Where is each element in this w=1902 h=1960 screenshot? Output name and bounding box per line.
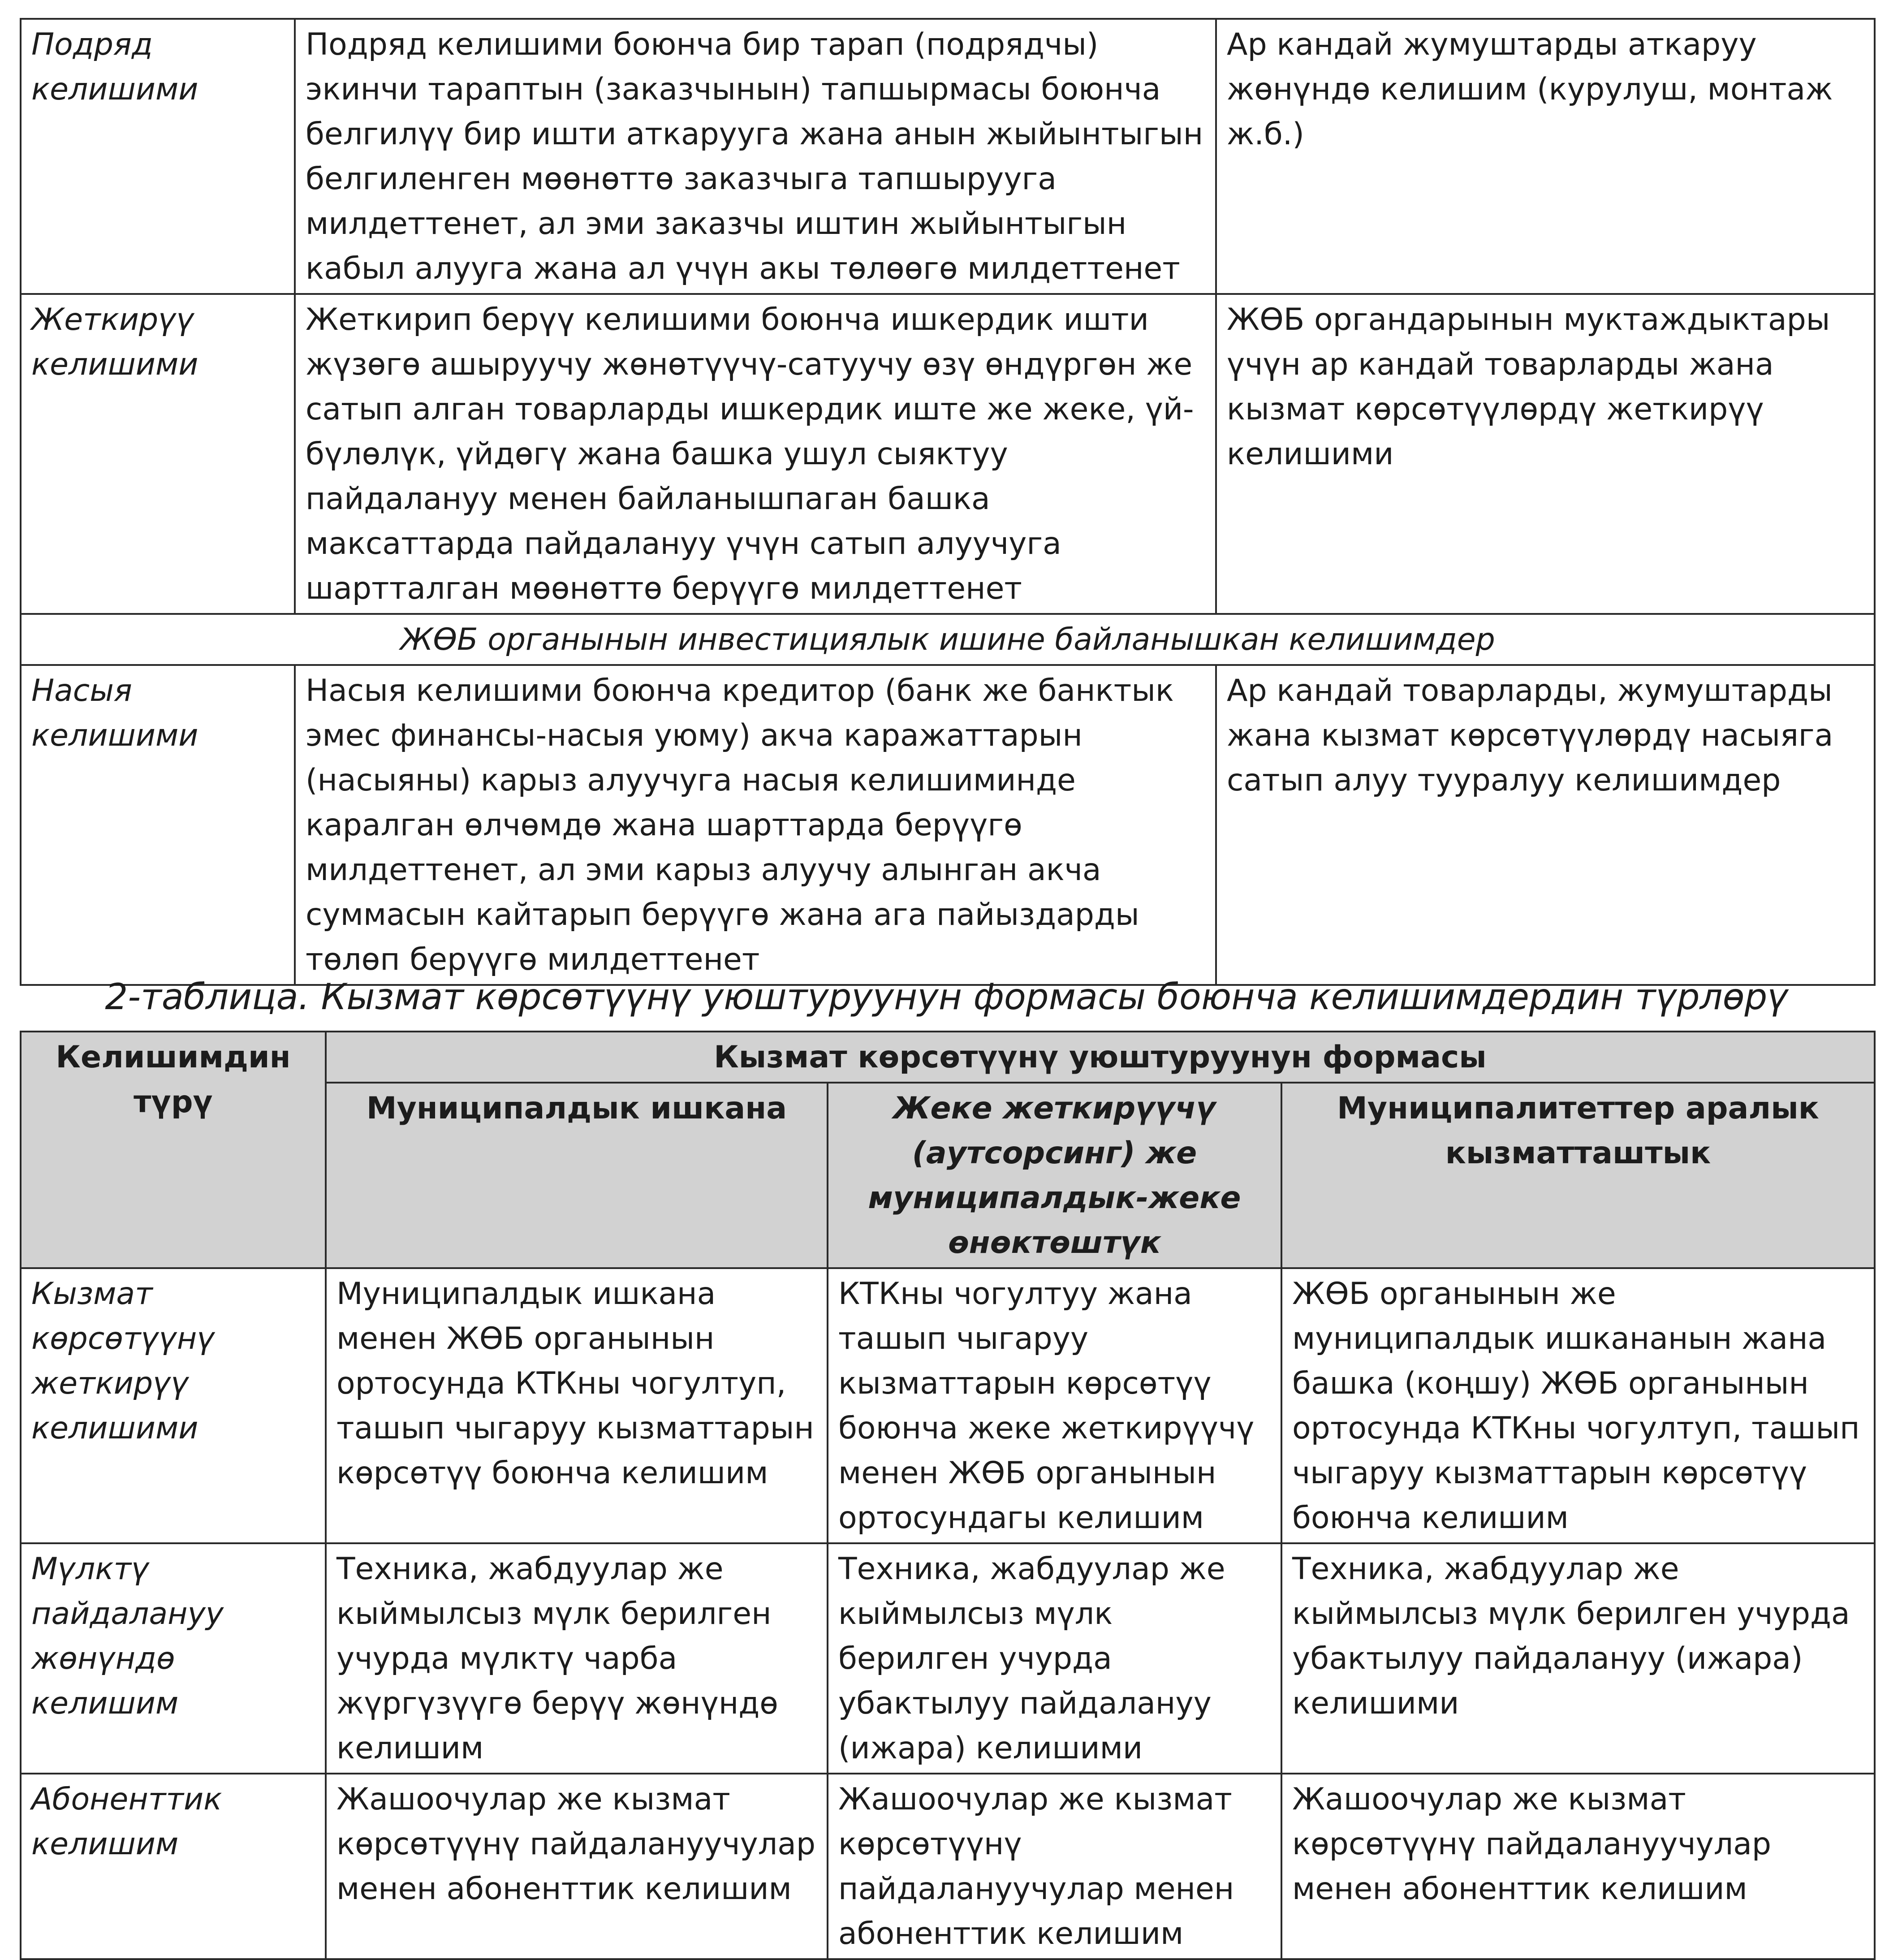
table-row: [21, 665, 1875, 985]
table-cell: Техника, жабдуулар же кыймылсыз мүлк берилген учурда убактылуу пайдалануу (ижара) келишими: [1281, 1543, 1875, 1774]
table-cell: Техника, жабдуулар же кыймылсыз мүлк берилген учурда убактылуу пайдалануу (ижара) келишими: [828, 1543, 1281, 1774]
contract-definition-cell: Жеткирип берүү келишими боюнча ишкердик ишти жүзөгө ашыруучу жөнөтүүчү-сатуучу өзү өндүргөн же сатып алган товарларды ишкердик иште же жеке, үй-бүлөлүк, үйдөгү жана башка ушул сыяктуу пайдалануу менен байланышпаган башка максаттарда пайдалануу үчүн сатып алуучуга шартталган мөөнөттө берүүгө милдеттенет: [295, 294, 1216, 614]
contract-type-cell: Мүлктү пайдалануу жөнүндө келишим: [21, 1543, 326, 1774]
contract-type-cell: Абоненттик келишим: [21, 1774, 326, 1959]
contract-definition-cell: Подряд келишими боюнча бир тарап (подрядчы) экинчи тараптын (заказчынын) тапшырмасы боюнча белгилүү бир ишти аткарууга жана анын жыйынтыгын белгиленген мөөнөттө заказчыга тапшырууга милдеттенет, ал эми заказчы иштин жыйынтыгын кабыл алууга жана ал үчүн акы төлөөгө милдеттенет: [295, 19, 1216, 294]
table-cell: Жашоочулар же кызмат көрсөтүүнү пайдалануучулар менен абоненттик келишим: [828, 1774, 1281, 1959]
table-caption: 2-таблица. Кызмат көрсөтүүнү уюштуруунун формасы боюнча келишимдердин түрлөрү: [105, 976, 1789, 1018]
section-header-row: [21, 614, 1875, 665]
table-cell: Жашоочулар же кызмат көрсөтүүнү пайдалануучулар менен абоненттик келишим: [1281, 1774, 1875, 1959]
table-cell: КТКны чогултуу жана ташып чыгаруу кызматтарын көрсөтүү боюнча жеке жеткирүүчү менен ЖӨБ органынын ортосундагы келишим: [828, 1268, 1281, 1543]
header-group: Кызмат көрсөтүүнү уюштуруунун формасы: [326, 1032, 1875, 1083]
contracts-table-2: [20, 1031, 1876, 1960]
contracts-table-1: [20, 18, 1876, 986]
table-cell: Жашоочулар же кызмат көрсөтүүнү пайдалануучулар менен абоненттик келишим: [326, 1774, 828, 1959]
contract-type-cell: Подряд келишими: [21, 19, 295, 294]
contract-example-cell: Ар кандай товарларды, жумуштарды жана кызмат көрсөтүүлөрдү насыяга сатып алуу тууралуу келишимдер: [1216, 665, 1875, 985]
contract-example-cell: ЖӨБ органдарынын муктаждыктары үчүн ар кандай товарларды жана кызмат көрсөтүүлөрдү жеткирүү келишими: [1216, 294, 1875, 614]
table-row: [21, 1543, 1875, 1774]
table-row: [21, 294, 1875, 614]
table-row: [21, 1268, 1875, 1543]
table-row: [21, 1774, 1875, 1959]
contract-definition-cell: Насыя келишими боюнча кредитор (банк же банктык эмес финансы-насыя уюму) акча каражаттарын (насыяны) карыз алуучуга насыя келишиминде каралган өлчөмдө жана шарттарда берүүгө милдеттенет, ал эми карыз алуучу алынган акча суммасын кайтарып берүүгө жана ага пайыздарды төлөп берүүгө милдеттенет: [295, 665, 1216, 985]
header-municipal-enterprise: Муниципалдык ишкана: [326, 1083, 828, 1268]
contract-type-cell: Насыя келишими: [21, 665, 295, 985]
table-cell: Техника, жабдуулар же кыймылсыз мүлк берилген учурда мүлктү чарба жүргүзүүгө берүү жөнүндө келишим: [326, 1543, 828, 1774]
section-header: ЖӨБ органынын инвестициялык ишине байланышкан келишимдер: [21, 614, 1875, 665]
contract-type-cell: Кызмат көрсөтүүнү жеткирүү келишими: [21, 1268, 326, 1543]
header-contract-type: Келишимдин түрү: [21, 1032, 326, 1268]
table-cell: ЖӨБ органынын же муниципалдык ишкананын жана башка (коңшу) ЖӨБ органынын ортосунда КТКны чогултуп, ташып чыгаруу кызматтарын көрсөтүү боюнча келишим: [1281, 1268, 1875, 1543]
table-cell: Муниципалдык ишкана менен ЖӨБ органынын ортосунда КТКны чогултуп, ташып чыгаруу кызматтарын көрсөтүү боюнча келишим: [326, 1268, 828, 1543]
header-row: [21, 1032, 1875, 1083]
table-row: [21, 19, 1875, 294]
header-intermunicipal: Муниципалитеттер аралык кызматташтык: [1281, 1083, 1875, 1268]
header-private-supplier: Жеке жеткирүүчү (аутсорсинг) же муниципалдык-жеке өнөктөштүк: [828, 1083, 1281, 1268]
contract-example-cell: Ар кандай жумуштарды аткаруу жөнүндө келишим (курулуш, монтаж ж.б.): [1216, 19, 1875, 294]
contract-type-cell: Жеткирүү келишими: [21, 294, 295, 614]
